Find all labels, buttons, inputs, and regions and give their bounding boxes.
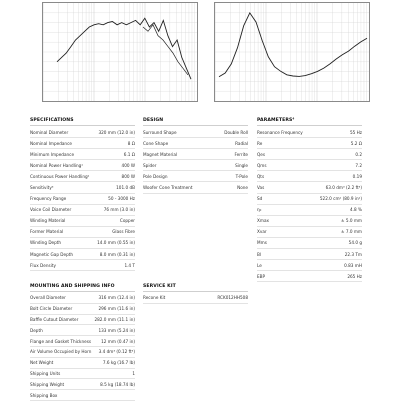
specifications-section xyxy=(30,118,135,271)
spec-label: Re xyxy=(257,140,263,146)
spec-label: Shipping Box xyxy=(30,392,58,398)
spec-row xyxy=(257,205,362,216)
spec-value: Ferrite xyxy=(234,151,248,157)
spec-row xyxy=(30,315,135,326)
spec-row xyxy=(257,182,362,193)
spec-value: 265 Hz xyxy=(347,273,362,279)
spec-row xyxy=(30,182,135,193)
spec-row xyxy=(30,249,135,260)
spec-row xyxy=(143,293,248,304)
spec-label: Frequency Range xyxy=(30,196,67,202)
section-title: SPECIFICATIONS xyxy=(30,118,135,126)
service-kit-section xyxy=(143,284,248,304)
spec-row xyxy=(257,227,362,238)
parameters-section xyxy=(257,118,362,282)
spec-row xyxy=(30,390,135,401)
spec-value: 14.0 mm (0.55 in) xyxy=(97,240,135,246)
spec-row xyxy=(30,293,135,304)
spec-value: Radial xyxy=(235,140,248,146)
design-section xyxy=(143,118,248,194)
spec-label: Depth xyxy=(30,327,43,333)
spec-value: 0.2 xyxy=(355,151,362,157)
spec-value: 5.2 Ω xyxy=(350,140,362,146)
spec-row xyxy=(30,238,135,249)
spec-row xyxy=(30,138,135,149)
spec-value: T-Pole xyxy=(235,173,248,179)
spec-label: Sensitivity³ xyxy=(30,185,54,191)
spec-label: Overall Diameter xyxy=(30,295,66,301)
spec-value: None xyxy=(237,185,248,191)
spec-label: η₀ xyxy=(257,207,262,213)
spec-row xyxy=(30,325,135,336)
spec-row xyxy=(30,194,135,205)
spec-value: 133 mm (5.24 in) xyxy=(98,327,135,333)
spec-value: ± 7.0 mm xyxy=(341,229,362,235)
spec-label: Xmax xyxy=(257,218,269,224)
spec-row xyxy=(257,260,362,271)
spec-label: Vas xyxy=(257,185,265,191)
spec-label: Qms xyxy=(257,162,267,168)
spec-label: Mms xyxy=(257,240,267,246)
spec-value: 7.2 xyxy=(355,162,362,168)
spec-row xyxy=(30,216,135,227)
spec-row xyxy=(257,127,362,138)
impedance-graph xyxy=(214,2,370,102)
spec-label: Sd xyxy=(257,196,263,202)
spec-label: Nominal Power Handling¹ xyxy=(30,162,83,168)
spec-value: 8.0 mm (0.31 in) xyxy=(99,251,135,257)
spec-value: 7.6 kg (16.7 lb) xyxy=(102,360,135,366)
spec-label: Flux Density xyxy=(30,262,56,268)
spec-label: Woofer Cone Treatment xyxy=(143,185,193,191)
spec-row xyxy=(257,160,362,171)
frequency-response-curve xyxy=(57,18,191,79)
spec-row xyxy=(143,160,248,171)
spec-value: Copper xyxy=(119,218,135,224)
spec-row xyxy=(30,160,135,171)
spec-label: Surround Shape xyxy=(143,129,177,135)
spec-label: Former Material xyxy=(30,229,64,235)
spec-value: 282.0 mm (11.1 in) xyxy=(94,316,135,322)
section-title: PARAMETERS⁴ xyxy=(257,118,362,126)
spec-value: 296 mm (11.6 in) xyxy=(98,306,135,312)
spec-value: 12 mm (0.47 in) xyxy=(101,338,135,344)
spec-value: 22.3 Tm xyxy=(344,251,362,257)
spec-row xyxy=(257,171,362,182)
spec-label: Air Volume Occupied by Horn xyxy=(30,349,92,355)
spec-label: Pole Design xyxy=(143,173,168,179)
frequency-response-graph xyxy=(42,2,198,102)
spec-row xyxy=(30,227,135,238)
frequency-response-plot xyxy=(43,3,197,101)
spec-row xyxy=(257,271,362,282)
spec-row xyxy=(143,127,248,138)
spec-row xyxy=(30,127,135,138)
spec-label: Baffle Cutout Diameter xyxy=(30,316,79,322)
spec-value: 0.83 mH xyxy=(344,262,362,268)
spec-row xyxy=(143,182,248,193)
spec-label: Shipping Weight xyxy=(30,381,65,387)
section-title: SERVICE KIT xyxy=(143,284,248,292)
spec-value: 76 mm (3.0 in) xyxy=(103,207,135,213)
spec-row xyxy=(30,369,135,380)
spec-label: Xvar xyxy=(257,229,267,235)
spec-label: Magnet Material xyxy=(143,151,178,157)
spec-row xyxy=(30,347,135,358)
spec-value: 1.4 T xyxy=(124,262,135,268)
spec-label: Nominal Impedance xyxy=(30,140,72,146)
spec-label: Nominal Diameter xyxy=(30,129,69,135)
spec-row xyxy=(257,238,362,249)
spec-label: Winding Material xyxy=(30,218,66,224)
spec-label: Shipping Units xyxy=(30,370,61,376)
spec-label: Le xyxy=(257,262,262,268)
spec-row xyxy=(143,138,248,149)
spec-label: Recone Kit xyxy=(143,295,166,301)
spec-value: 4.8 % xyxy=(350,207,362,213)
spec-row xyxy=(30,358,135,369)
spec-label: Net Weight xyxy=(30,360,54,366)
spec-value: 0.19 xyxy=(352,173,362,179)
spec-row xyxy=(30,149,135,160)
spec-value: RCK012HH508 xyxy=(217,295,248,301)
spec-label: Spider xyxy=(143,162,157,168)
spec-row xyxy=(30,336,135,347)
section-title: MOUNTING AND SHIPPING INFO xyxy=(30,284,135,292)
spec-value: 800 W xyxy=(121,173,135,179)
spec-value: Glass Fibre xyxy=(112,229,135,235)
impedance-plot xyxy=(215,3,369,101)
spec-value: 8 Ω xyxy=(127,140,135,146)
spec-value: 3.4 dm³ (0.12 ft³) xyxy=(98,349,135,355)
spec-row xyxy=(257,194,362,205)
spec-value: 54.0 g xyxy=(348,240,362,246)
spec-row xyxy=(30,379,135,390)
spec-row xyxy=(30,205,135,216)
spec-value: 8.5 kg (18.74 lb) xyxy=(100,381,135,387)
spec-label: Magnetic Gap Depth xyxy=(30,251,74,257)
spec-label: Cone Shape xyxy=(143,140,169,146)
spec-label: Qes xyxy=(257,151,266,157)
spec-label: EBP xyxy=(257,273,266,279)
spec-label: Minimum Impedance xyxy=(30,151,75,157)
spec-value: 400 W xyxy=(121,162,135,168)
spec-value: ± 5.0 mm xyxy=(341,218,362,224)
spec-label: Flange and Gasket Thickness xyxy=(30,338,92,344)
spec-row xyxy=(30,260,135,271)
spec-row xyxy=(257,138,362,149)
spec-value: Single xyxy=(235,162,248,168)
spec-row xyxy=(257,216,362,227)
spec-value: 63.0 dm³ (2.2 ft³) xyxy=(325,185,362,191)
section-title: DESIGN xyxy=(143,118,248,126)
spec-label: Resonance Frequency xyxy=(257,129,303,135)
spec-value: 1 xyxy=(132,370,135,376)
spec-value: 522.0 cm² (80.9 in²) xyxy=(319,196,362,202)
spec-label: Bl xyxy=(257,251,262,257)
spec-label: Bolt Circle Diameter xyxy=(30,306,73,312)
spec-row xyxy=(30,304,135,315)
spec-label: Continuous Power Handling² xyxy=(30,173,90,179)
spec-value: 6.1 Ω xyxy=(123,151,135,157)
spec-row xyxy=(143,171,248,182)
spec-row xyxy=(257,149,362,160)
spec-value: 316 mm (12.4 in) xyxy=(98,295,135,301)
spec-row xyxy=(143,149,248,160)
spec-value: Double Roll xyxy=(224,129,248,135)
spec-label: Winding Depth xyxy=(30,240,62,246)
spec-value: 50 - 3000 Hz xyxy=(108,196,135,202)
spec-value: 320 mm (12.0 in) xyxy=(98,129,135,135)
spec-label: Voice Coil Diameter xyxy=(30,207,72,213)
spec-row xyxy=(257,249,362,260)
mounting-shipping-section xyxy=(30,284,135,401)
spec-label: Qts xyxy=(257,173,265,179)
spec-value: 101.0 dB xyxy=(116,185,135,191)
spec-row xyxy=(30,171,135,182)
spec-value: 55 Hz xyxy=(349,129,362,135)
